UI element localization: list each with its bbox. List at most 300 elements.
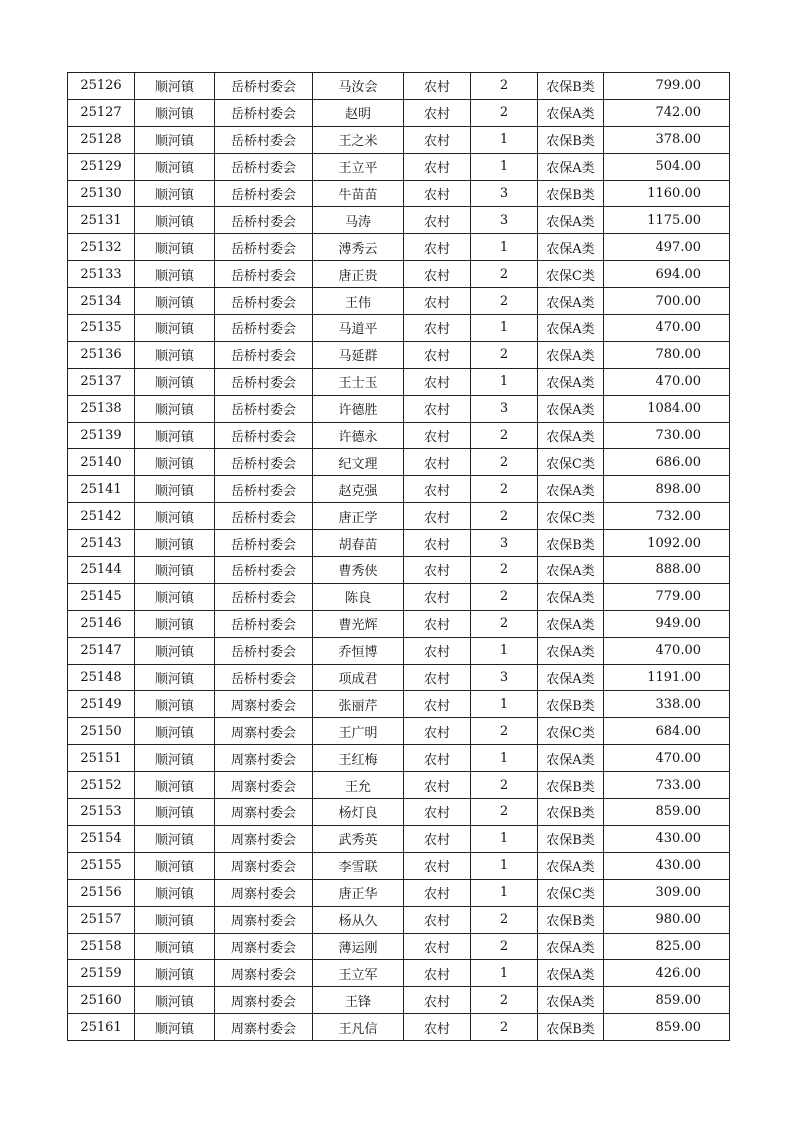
town-cell: 顺河镇 [135, 745, 215, 772]
record-id-cell: 25134 [68, 288, 135, 315]
amount-cell: 430.00 [604, 825, 730, 852]
category-cell: 农保B类 [538, 906, 604, 933]
town-cell: 顺河镇 [135, 261, 215, 288]
name-cell: 杨从久 [313, 906, 404, 933]
name-cell: 溥秀云 [313, 234, 404, 261]
amount-cell: 497.00 [604, 234, 730, 261]
area-type-cell: 农村 [404, 879, 471, 906]
town-cell: 顺河镇 [135, 234, 215, 261]
category-cell: 农保A类 [538, 368, 604, 395]
name-cell: 王立平 [313, 153, 404, 180]
amount-cell: 1160.00 [604, 180, 730, 207]
town-cell: 顺河镇 [135, 557, 215, 584]
town-cell: 顺河镇 [135, 583, 215, 610]
area-type-cell: 农村 [404, 772, 471, 799]
amount-cell: 859.00 [604, 799, 730, 826]
amount-cell: 799.00 [604, 73, 730, 100]
town-cell: 顺河镇 [135, 772, 215, 799]
record-id-cell: 25156 [68, 879, 135, 906]
table-body [68, 73, 730, 1041]
record-table [67, 72, 730, 1041]
household-count-cell: 1 [471, 825, 538, 852]
area-type-cell: 农村 [404, 261, 471, 288]
town-cell: 顺河镇 [135, 799, 215, 826]
record-id-cell: 25130 [68, 180, 135, 207]
name-cell: 许德胜 [313, 395, 404, 422]
village-committee-cell: 周寨村委会 [215, 718, 313, 745]
table-row [68, 718, 730, 745]
category-cell: 农保A类 [538, 315, 604, 342]
amount-cell: 470.00 [604, 745, 730, 772]
amount-cell: 504.00 [604, 153, 730, 180]
area-type-cell: 农村 [404, 906, 471, 933]
name-cell: 曹秀侠 [313, 557, 404, 584]
table-row [68, 799, 730, 826]
record-id-cell: 25160 [68, 987, 135, 1014]
area-type-cell: 农村 [404, 852, 471, 879]
table-row [68, 691, 730, 718]
amount-cell: 338.00 [604, 691, 730, 718]
household-count-cell: 2 [471, 73, 538, 100]
name-cell: 赵克强 [313, 476, 404, 503]
name-cell: 马涛 [313, 207, 404, 234]
village-committee-cell: 周寨村委会 [215, 772, 313, 799]
village-committee-cell: 岳桥村委会 [215, 530, 313, 557]
table-row [68, 852, 730, 879]
village-committee-cell: 岳桥村委会 [215, 126, 313, 153]
area-type-cell: 农村 [404, 368, 471, 395]
category-cell: 农保A类 [538, 745, 604, 772]
table-row [68, 288, 730, 315]
household-count-cell: 2 [471, 799, 538, 826]
amount-cell: 684.00 [604, 718, 730, 745]
area-type-cell: 农村 [404, 126, 471, 153]
name-cell: 乔恒博 [313, 637, 404, 664]
amount-cell: 430.00 [604, 852, 730, 879]
household-count-cell: 1 [471, 960, 538, 987]
table-row [68, 476, 730, 503]
name-cell: 王广明 [313, 718, 404, 745]
household-count-cell: 2 [471, 610, 538, 637]
town-cell: 顺河镇 [135, 476, 215, 503]
name-cell: 王士玉 [313, 368, 404, 395]
village-committee-cell: 周寨村委会 [215, 825, 313, 852]
town-cell: 顺河镇 [135, 1014, 215, 1041]
town-cell: 顺河镇 [135, 422, 215, 449]
table-row [68, 557, 730, 584]
household-count-cell: 3 [471, 395, 538, 422]
table-row [68, 180, 730, 207]
town-cell: 顺河镇 [135, 664, 215, 691]
household-count-cell: 3 [471, 180, 538, 207]
village-committee-cell: 岳桥村委会 [215, 207, 313, 234]
town-cell: 顺河镇 [135, 718, 215, 745]
record-id-cell: 25155 [68, 852, 135, 879]
area-type-cell: 农村 [404, 180, 471, 207]
category-cell: 农保C类 [538, 449, 604, 476]
village-committee-cell: 岳桥村委会 [215, 610, 313, 637]
record-id-cell: 25148 [68, 664, 135, 691]
town-cell: 顺河镇 [135, 449, 215, 476]
village-committee-cell: 周寨村委会 [215, 799, 313, 826]
household-count-cell: 1 [471, 852, 538, 879]
name-cell: 李雪联 [313, 852, 404, 879]
household-count-cell: 1 [471, 691, 538, 718]
category-cell: 农保A类 [538, 234, 604, 261]
town-cell: 顺河镇 [135, 341, 215, 368]
area-type-cell: 农村 [404, 530, 471, 557]
table-row [68, 99, 730, 126]
town-cell: 顺河镇 [135, 691, 215, 718]
village-committee-cell: 周寨村委会 [215, 745, 313, 772]
town-cell: 顺河镇 [135, 610, 215, 637]
record-id-cell: 25141 [68, 476, 135, 503]
village-committee-cell: 岳桥村委会 [215, 637, 313, 664]
area-type-cell: 农村 [404, 503, 471, 530]
category-cell: 农保A类 [538, 207, 604, 234]
table-row [68, 825, 730, 852]
household-count-cell: 1 [471, 126, 538, 153]
village-committee-cell: 周寨村委会 [215, 933, 313, 960]
amount-cell: 470.00 [604, 637, 730, 664]
category-cell: 农保A类 [538, 422, 604, 449]
record-id-cell: 25126 [68, 73, 135, 100]
household-count-cell: 1 [471, 234, 538, 261]
area-type-cell: 农村 [404, 960, 471, 987]
area-type-cell: 农村 [404, 691, 471, 718]
village-committee-cell: 岳桥村委会 [215, 583, 313, 610]
household-count-cell: 1 [471, 153, 538, 180]
household-count-cell: 2 [471, 422, 538, 449]
category-cell: 农保A类 [538, 557, 604, 584]
amount-cell: 733.00 [604, 772, 730, 799]
amount-cell: 780.00 [604, 341, 730, 368]
record-id-cell: 25128 [68, 126, 135, 153]
name-cell: 王红梅 [313, 745, 404, 772]
name-cell: 王立军 [313, 960, 404, 987]
village-committee-cell: 岳桥村委会 [215, 664, 313, 691]
amount-cell: 1092.00 [604, 530, 730, 557]
area-type-cell: 农村 [404, 933, 471, 960]
record-id-cell: 25129 [68, 153, 135, 180]
village-committee-cell: 岳桥村委会 [215, 476, 313, 503]
category-cell: 农保B类 [538, 180, 604, 207]
record-id-cell: 25137 [68, 368, 135, 395]
table-row [68, 261, 730, 288]
town-cell: 顺河镇 [135, 879, 215, 906]
amount-cell: 779.00 [604, 583, 730, 610]
table-row [68, 745, 730, 772]
amount-cell: 898.00 [604, 476, 730, 503]
amount-cell: 686.00 [604, 449, 730, 476]
category-cell: 农保A类 [538, 610, 604, 637]
household-count-cell: 2 [471, 476, 538, 503]
name-cell: 唐正学 [313, 503, 404, 530]
town-cell: 顺河镇 [135, 395, 215, 422]
record-id-cell: 25135 [68, 315, 135, 342]
amount-cell: 742.00 [604, 99, 730, 126]
town-cell: 顺河镇 [135, 73, 215, 100]
village-committee-cell: 周寨村委会 [215, 1014, 313, 1041]
name-cell: 曹光辉 [313, 610, 404, 637]
category-cell: 农保B类 [538, 73, 604, 100]
name-cell: 王之米 [313, 126, 404, 153]
area-type-cell: 农村 [404, 637, 471, 664]
name-cell: 王锋 [313, 987, 404, 1014]
area-type-cell: 农村 [404, 207, 471, 234]
record-id-cell: 25136 [68, 341, 135, 368]
household-count-cell: 2 [471, 261, 538, 288]
table-row [68, 341, 730, 368]
table-row [68, 610, 730, 637]
record-id-cell: 25131 [68, 207, 135, 234]
amount-cell: 700.00 [604, 288, 730, 315]
category-cell: 农保A类 [538, 476, 604, 503]
category-cell: 农保A类 [538, 664, 604, 691]
household-count-cell: 1 [471, 879, 538, 906]
category-cell: 农保B类 [538, 799, 604, 826]
table-row [68, 664, 730, 691]
record-id-cell: 25149 [68, 691, 135, 718]
village-committee-cell: 岳桥村委会 [215, 261, 313, 288]
name-cell: 胡春苗 [313, 530, 404, 557]
table-row [68, 1014, 730, 1041]
name-cell: 牛苗苗 [313, 180, 404, 207]
household-count-cell: 2 [471, 906, 538, 933]
name-cell: 唐正贵 [313, 261, 404, 288]
table-row [68, 503, 730, 530]
area-type-cell: 农村 [404, 610, 471, 637]
record-id-cell: 25161 [68, 1014, 135, 1041]
record-id-cell: 25142 [68, 503, 135, 530]
area-type-cell: 农村 [404, 664, 471, 691]
area-type-cell: 农村 [404, 315, 471, 342]
town-cell: 顺河镇 [135, 207, 215, 234]
table-row [68, 73, 730, 100]
category-cell: 农保B类 [538, 691, 604, 718]
category-cell: 农保A类 [538, 583, 604, 610]
area-type-cell: 农村 [404, 99, 471, 126]
amount-cell: 1084.00 [604, 395, 730, 422]
record-id-cell: 25145 [68, 583, 135, 610]
household-count-cell: 2 [471, 449, 538, 476]
town-cell: 顺河镇 [135, 368, 215, 395]
record-id-cell: 25147 [68, 637, 135, 664]
record-id-cell: 25153 [68, 799, 135, 826]
name-cell: 王凡信 [313, 1014, 404, 1041]
category-cell: 农保B类 [538, 530, 604, 557]
table-row [68, 530, 730, 557]
record-id-cell: 25157 [68, 906, 135, 933]
village-committee-cell: 周寨村委会 [215, 987, 313, 1014]
area-type-cell: 农村 [404, 583, 471, 610]
name-cell: 许德永 [313, 422, 404, 449]
town-cell: 顺河镇 [135, 530, 215, 557]
amount-cell: 859.00 [604, 1014, 730, 1041]
village-committee-cell: 岳桥村委会 [215, 395, 313, 422]
area-type-cell: 农村 [404, 799, 471, 826]
amount-cell: 825.00 [604, 933, 730, 960]
name-cell: 王允 [313, 772, 404, 799]
household-count-cell: 3 [471, 207, 538, 234]
record-id-cell: 25158 [68, 933, 135, 960]
table-row [68, 315, 730, 342]
record-id-cell: 25140 [68, 449, 135, 476]
village-committee-cell: 岳桥村委会 [215, 368, 313, 395]
village-committee-cell: 岳桥村委会 [215, 422, 313, 449]
village-committee-cell: 岳桥村委会 [215, 180, 313, 207]
town-cell: 顺河镇 [135, 906, 215, 933]
town-cell: 顺河镇 [135, 987, 215, 1014]
village-committee-cell: 周寨村委会 [215, 691, 313, 718]
category-cell: 农保B类 [538, 772, 604, 799]
name-cell: 陈良 [313, 583, 404, 610]
record-id-cell: 25154 [68, 825, 135, 852]
household-count-cell: 2 [471, 933, 538, 960]
town-cell: 顺河镇 [135, 637, 215, 664]
household-count-cell: 1 [471, 315, 538, 342]
village-committee-cell: 岳桥村委会 [215, 234, 313, 261]
amount-cell: 949.00 [604, 610, 730, 637]
category-cell: 农保B类 [538, 126, 604, 153]
household-count-cell: 1 [471, 637, 538, 664]
area-type-cell: 农村 [404, 288, 471, 315]
village-committee-cell: 岳桥村委会 [215, 315, 313, 342]
village-committee-cell: 周寨村委会 [215, 852, 313, 879]
town-cell: 顺河镇 [135, 825, 215, 852]
table-row [68, 395, 730, 422]
name-cell: 唐正华 [313, 879, 404, 906]
household-count-cell: 2 [471, 1014, 538, 1041]
table-row [68, 126, 730, 153]
area-type-cell: 农村 [404, 987, 471, 1014]
village-committee-cell: 周寨村委会 [215, 879, 313, 906]
town-cell: 顺河镇 [135, 503, 215, 530]
name-cell: 项成君 [313, 664, 404, 691]
amount-cell: 730.00 [604, 422, 730, 449]
table-row [68, 879, 730, 906]
name-cell: 马道平 [313, 315, 404, 342]
table-row [68, 234, 730, 261]
record-id-cell: 25127 [68, 99, 135, 126]
household-count-cell: 2 [471, 288, 538, 315]
name-cell: 张丽芹 [313, 691, 404, 718]
town-cell: 顺河镇 [135, 153, 215, 180]
table-row [68, 987, 730, 1014]
village-committee-cell: 岳桥村委会 [215, 73, 313, 100]
table-row [68, 583, 730, 610]
town-cell: 顺河镇 [135, 852, 215, 879]
name-cell: 纪文理 [313, 449, 404, 476]
village-committee-cell: 岳桥村委会 [215, 503, 313, 530]
table-row [68, 153, 730, 180]
category-cell: 农保A类 [538, 395, 604, 422]
household-count-cell: 3 [471, 530, 538, 557]
name-cell: 王伟 [313, 288, 404, 315]
name-cell: 赵明 [313, 99, 404, 126]
household-count-cell: 2 [471, 987, 538, 1014]
town-cell: 顺河镇 [135, 126, 215, 153]
category-cell: 农保A类 [538, 852, 604, 879]
amount-cell: 859.00 [604, 987, 730, 1014]
town-cell: 顺河镇 [135, 933, 215, 960]
household-count-cell: 2 [471, 772, 538, 799]
category-cell: 农保A类 [538, 637, 604, 664]
household-count-cell: 2 [471, 99, 538, 126]
village-committee-cell: 岳桥村委会 [215, 288, 313, 315]
area-type-cell: 农村 [404, 234, 471, 261]
table-row [68, 906, 730, 933]
record-id-cell: 25143 [68, 530, 135, 557]
area-type-cell: 农村 [404, 718, 471, 745]
table-row [68, 422, 730, 449]
record-id-cell: 25139 [68, 422, 135, 449]
village-committee-cell: 岳桥村委会 [215, 341, 313, 368]
category-cell: 农保C类 [538, 879, 604, 906]
household-count-cell: 2 [471, 718, 538, 745]
category-cell: 农保B类 [538, 825, 604, 852]
area-type-cell: 农村 [404, 825, 471, 852]
table-row [68, 207, 730, 234]
amount-cell: 309.00 [604, 879, 730, 906]
record-id-cell: 25146 [68, 610, 135, 637]
record-id-cell: 25159 [68, 960, 135, 987]
category-cell: 农保A类 [538, 933, 604, 960]
area-type-cell: 农村 [404, 557, 471, 584]
household-count-cell: 3 [471, 664, 538, 691]
village-committee-cell: 岳桥村委会 [215, 153, 313, 180]
amount-cell: 980.00 [604, 906, 730, 933]
household-count-cell: 2 [471, 583, 538, 610]
household-count-cell: 2 [471, 341, 538, 368]
category-cell: 农保A类 [538, 288, 604, 315]
record-id-cell: 25133 [68, 261, 135, 288]
table-row [68, 960, 730, 987]
category-cell: 农保A类 [538, 341, 604, 368]
record-id-cell: 25144 [68, 557, 135, 584]
area-type-cell: 农村 [404, 745, 471, 772]
village-committee-cell: 岳桥村委会 [215, 557, 313, 584]
record-id-cell: 25132 [68, 234, 135, 261]
amount-cell: 1191.00 [604, 664, 730, 691]
village-committee-cell: 岳桥村委会 [215, 449, 313, 476]
amount-cell: 426.00 [604, 960, 730, 987]
record-id-cell: 25138 [68, 395, 135, 422]
town-cell: 顺河镇 [135, 315, 215, 342]
area-type-cell: 农村 [404, 422, 471, 449]
household-count-cell: 2 [471, 503, 538, 530]
household-count-cell: 1 [471, 368, 538, 395]
town-cell: 顺河镇 [135, 99, 215, 126]
table-row [68, 368, 730, 395]
area-type-cell: 农村 [404, 395, 471, 422]
amount-cell: 732.00 [604, 503, 730, 530]
name-cell: 薄运刚 [313, 933, 404, 960]
name-cell: 武秀英 [313, 825, 404, 852]
amount-cell: 470.00 [604, 315, 730, 342]
area-type-cell: 农村 [404, 1014, 471, 1041]
name-cell: 马汝会 [313, 73, 404, 100]
village-committee-cell: 岳桥村委会 [215, 99, 313, 126]
category-cell: 农保C类 [538, 261, 604, 288]
table-row [68, 637, 730, 664]
amount-cell: 694.00 [604, 261, 730, 288]
name-cell: 杨灯良 [313, 799, 404, 826]
area-type-cell: 农村 [404, 73, 471, 100]
category-cell: 农保A类 [538, 960, 604, 987]
village-committee-cell: 周寨村委会 [215, 906, 313, 933]
amount-cell: 378.00 [604, 126, 730, 153]
